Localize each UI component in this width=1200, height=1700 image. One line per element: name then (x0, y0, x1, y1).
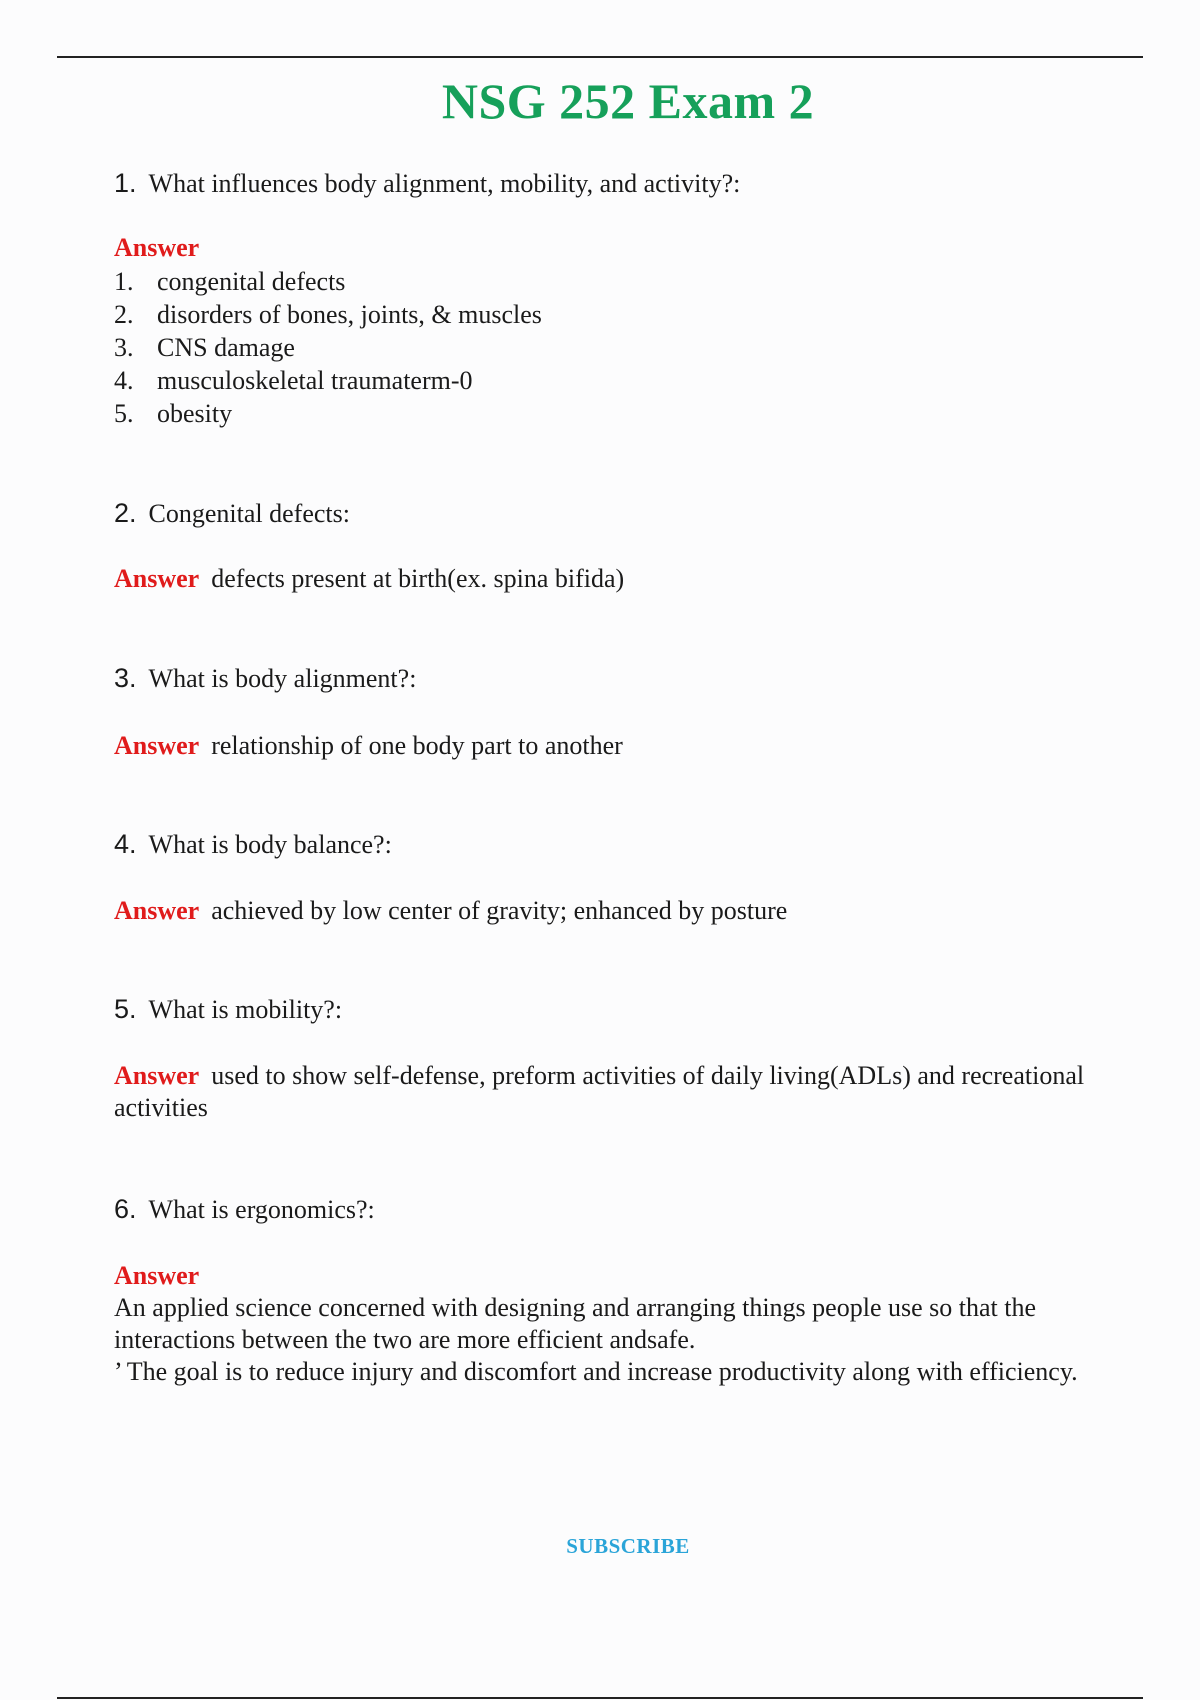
question-number: 5. (114, 994, 137, 1024)
question-4 (114, 829, 392, 860)
answer-2 (114, 563, 1104, 595)
answer-label: Answer (114, 896, 200, 925)
question-number: 4. (114, 829, 137, 859)
answer-1-label-row (114, 232, 1104, 264)
answer-text: used to show self-defense, preform activities of daily living(ADLs) and recreational activities (114, 1061, 1085, 1122)
question-5 (114, 994, 342, 1025)
answer-label: Answer (114, 233, 200, 262)
answer-paragraph: An applied science concerned with designing and arranging things people use so that the interactions between the two are more efficient andsafe. (114, 1293, 1037, 1354)
list-item: 4. musculoskeletal traumaterm-0 (114, 366, 473, 395)
bottom-rule (57, 1697, 1143, 1699)
question-number: 3. (114, 663, 137, 693)
answer-5 (114, 1060, 1104, 1124)
list-item: 5. obesity (114, 399, 233, 428)
answer-text: achieved by low center of gravity; enhanced by posture (211, 896, 788, 925)
answer-4 (114, 895, 1104, 927)
list-item: 2. disorders of bones, joints, & muscles (114, 300, 542, 329)
list-item: 3. CNS damage (114, 333, 295, 362)
question-text: Congenital defects: (148, 499, 350, 528)
question-3 (114, 663, 416, 694)
answer-paragraph: ’ The goal is to reduce injury and discomfort and increase productivity along with efficiency. (114, 1357, 1078, 1386)
answer-label: Answer (114, 1061, 200, 1090)
question-1 (114, 168, 740, 199)
question-text: What is ergonomics?: (148, 1195, 375, 1224)
question-text: What is body alignment?: (148, 664, 417, 693)
answer-label: Answer (114, 564, 200, 593)
question-text: What influences body alignment, mobility, and activity?: (148, 169, 741, 198)
question-6 (114, 1194, 375, 1225)
answer-3 (114, 730, 1104, 762)
document-title: NSG 252 Exam 2 (441, 73, 815, 129)
question-text: What is mobility?: (148, 995, 343, 1024)
answer-1-list (114, 265, 542, 430)
answer-text: relationship of one body part to another (211, 731, 623, 760)
list-item: 1. congenital defects (114, 267, 346, 296)
question-text: What is body balance?: (148, 830, 392, 859)
answer-6 (114, 1260, 1104, 1388)
subscribe-link[interactable]: SUBSCRIBE (566, 1534, 690, 1558)
answer-label: Answer (114, 731, 200, 760)
answer-text: defects present at birth(ex. spina bifida) (211, 564, 625, 593)
question-number: 6. (114, 1194, 137, 1224)
answer-label: Answer (114, 1261, 200, 1290)
question-2 (114, 498, 350, 529)
question-number: 1. (114, 168, 137, 198)
question-number: 2. (114, 498, 137, 528)
top-rule (57, 56, 1143, 58)
